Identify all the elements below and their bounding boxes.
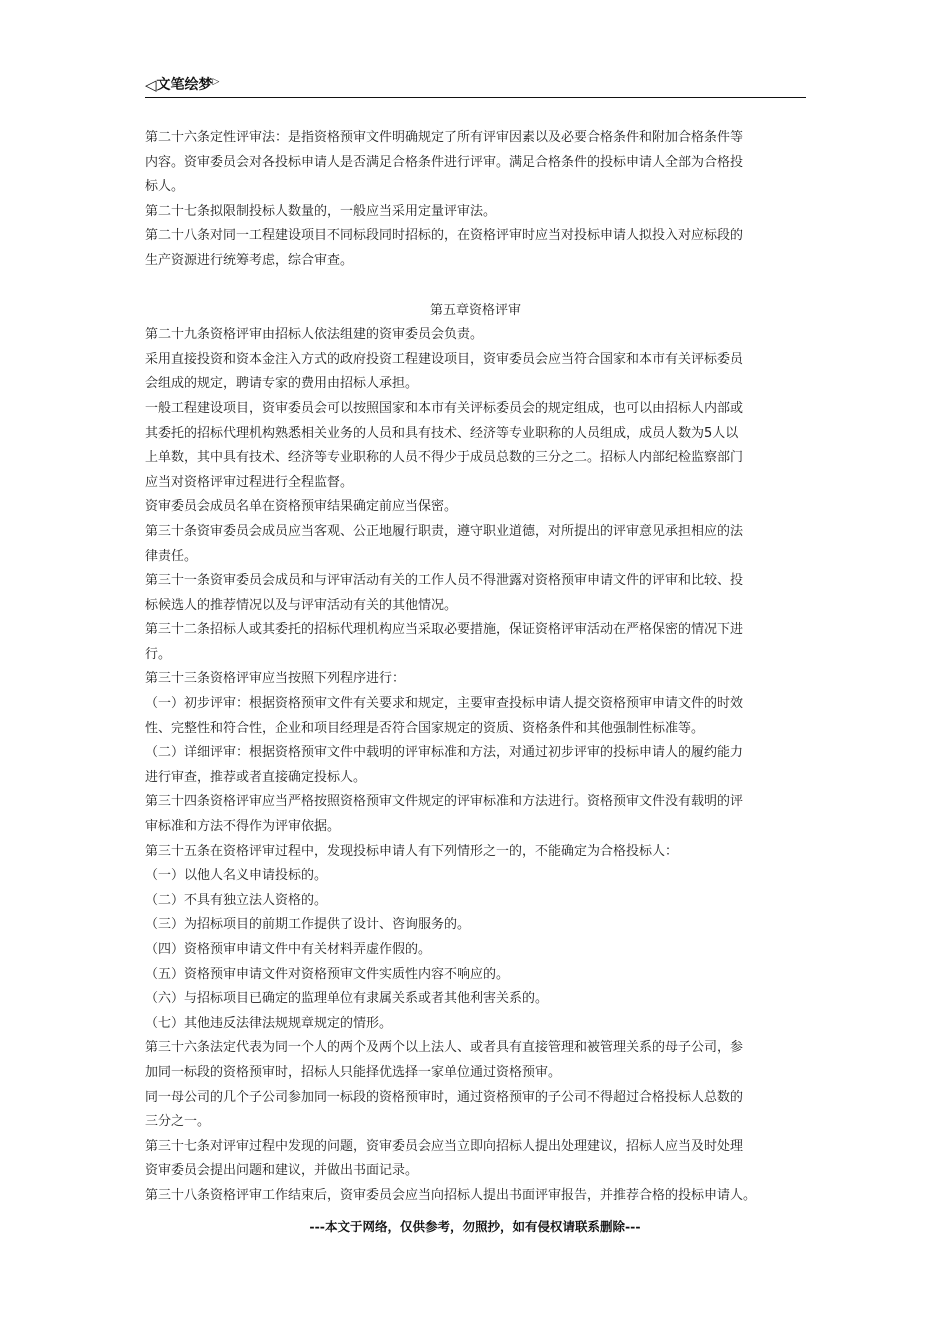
text-line: 第二十六条定性评审法：是指资格预审文件明确规定了所有评审因素以及必要合格条件和附加合格条件等	[145, 130, 744, 145]
text-line: （四）资格预审申请文件中有关材料弄虚作假的。	[145, 942, 432, 957]
section-part-2	[145, 323, 817, 1208]
left-triangle-icon: ◁	[145, 76, 157, 94]
text-line: 第二十七条拟限制投标人数量的，一般应当采用定量评审法。	[145, 203, 497, 219]
text-line: 律责任。	[145, 548, 198, 564]
text-line: 第二十九条资格评审由招标人依法组建的资审委员会负责。	[145, 327, 484, 343]
text-line: 行。	[145, 646, 172, 662]
text-line: 第三十五条在资格评审过程中，发现投标申请人有下列情形之一的，不能确定为合格投标人：	[145, 843, 679, 859]
text-line: 上单数，其中具有技术、经济等专业职称的人员不得少于成员总数的三分之二。招标人内部纪检监察部门	[145, 450, 744, 466]
text-line: 三分之一。	[145, 1114, 211, 1130]
page-header	[145, 74, 806, 96]
text-line: 第三十八条资格评审工作结束后，资审委员会应当向招标人提出书面评审报告，并推荐合格的投标申请人。	[145, 1187, 757, 1203]
text-line: 第三十条资审委员会成员应当客观、公正地履行职责，遵守职业道德，对所提出的评审意见承担相应的法	[145, 523, 744, 539]
text-line: （一）以他人名义申请投标的。	[145, 868, 328, 884]
text-line: 采用直接投资和资本金注入方式的政府投资工程建设项目，资审委员会应当符合国家和本市有关评标委员	[145, 351, 744, 367]
text-line: 其委托的招标代理机构熟悉相关业务的人员和具有技术、经济等专业职称的人员组成，成员人数为5人以	[145, 425, 739, 441]
text-line: （七）其他违反法律法规规章规定的情形。	[145, 1015, 393, 1031]
text-line: （五）资格预审申请文件对资格预审文件实质性内容不响应的。	[145, 966, 510, 982]
text-line: 同一母公司的几个子公司参加同一标段的资格预审时，通过资格预审的子公司不得超过合格投标人总数的	[145, 1089, 744, 1105]
page-footer-disclaimer: ---本文于网络，仅供参考，勿照抄，如有侵权请联系删除---	[309, 1219, 641, 1234]
text-line: 第三十四条资格评审应当严格按照资格预审文件规定的评审标准和方法进行。资格预审文件没有载明的评	[145, 794, 744, 810]
text-line: 生产资源进行统筹考虑，综合审查。	[145, 252, 354, 268]
right-triangle-icon: ▷	[212, 77, 220, 87]
text-line: （二）详细评审：根据资格预审文件中载明的评审标准和方法，对通过初步评审的投标申请人的履约能力	[145, 745, 744, 761]
text-line: 加同一标段的资格预审时，招标人只能择优选择一家单位通过资格预审。	[145, 1064, 562, 1080]
text-line: 一般工程建设项目，资审委员会可以按照国家和本市有关评标委员会的规定组成，也可以由招标人内部或	[145, 400, 744, 416]
text-line: （三）为招标项目的前期工作提供了设计、咨询服务的。	[145, 917, 471, 933]
header-title: 文笔绘梦	[156, 77, 213, 93]
text-line: 会组成的规定，聘请专家的费用由招标人承担。	[145, 376, 419, 392]
document-body	[145, 126, 817, 1209]
text-line: 第三十二条招标人或其委托的招标代理机构应当采取必要措施，保证资格评审活动在严格保密的情况下进	[145, 622, 744, 638]
section-part-1	[145, 126, 817, 274]
text-line: 审标准和方法不得作为评审依据。	[145, 819, 341, 835]
text-line: （一）初步评审：根据资格预审文件有关要求和规定，主要审查投标申请人提交资格预审申请文件的时效	[145, 696, 744, 712]
text-line: 第三十三条资格评审应当按照下列程序进行：	[145, 671, 406, 687]
text-line: 标人。	[145, 179, 185, 195]
text-line: （六）与招标项目已确定的监理单位有隶属关系或者其他利害关系的。	[145, 991, 549, 1007]
text-line: 第二十八条对同一工程建设项目不同标段同时招标的，在资格评审时应当对投标申请人拟投入对应标段的	[145, 228, 744, 244]
header-divider	[145, 97, 806, 98]
text-line: 应当对资格评审过程进行全程监督。	[145, 474, 354, 490]
text-line: 标候选人的推荐情况以及与评审活动有关的其他情况。	[145, 597, 458, 613]
text-line: 资审委员会成员名单在资格预审结果确定前应当保密。	[145, 499, 458, 515]
text-line: 第三十七条对评审过程中发现的问题，资审委员会应当立即向招标人提出处理建议，招标人应当及时处理	[145, 1138, 744, 1154]
chapter-title: 第五章资格评审	[429, 302, 521, 318]
text-line: 内容。资审委员会对各投标申请人是否满足合格条件进行评审。满足合格条件的投标申请人全部为合格投	[145, 154, 744, 170]
paragraph-gap	[145, 274, 817, 299]
text-line: 性、完整性和符合性，企业和项目经理是否符合国家规定的资质、资格条件和其他强制性标准等。	[145, 720, 705, 736]
text-line: （二）不具有独立法人资格的。	[145, 892, 328, 908]
text-line: 资审委员会提出问题和建议，并做出书面记录。	[145, 1163, 419, 1179]
text-line: 第三十六条法定代表为同一个人的两个及两个以上法人、或者具有直接管理和被管理关系的母子公司，参	[145, 1040, 744, 1056]
text-line: 第三十一条资审委员会成员和与评审活动有关的工作人员不得泄露对资格预审申请文件的评审和比较、投	[145, 573, 744, 589]
text-line: 进行审查，推荐或者直接确定投标人。	[145, 769, 367, 785]
